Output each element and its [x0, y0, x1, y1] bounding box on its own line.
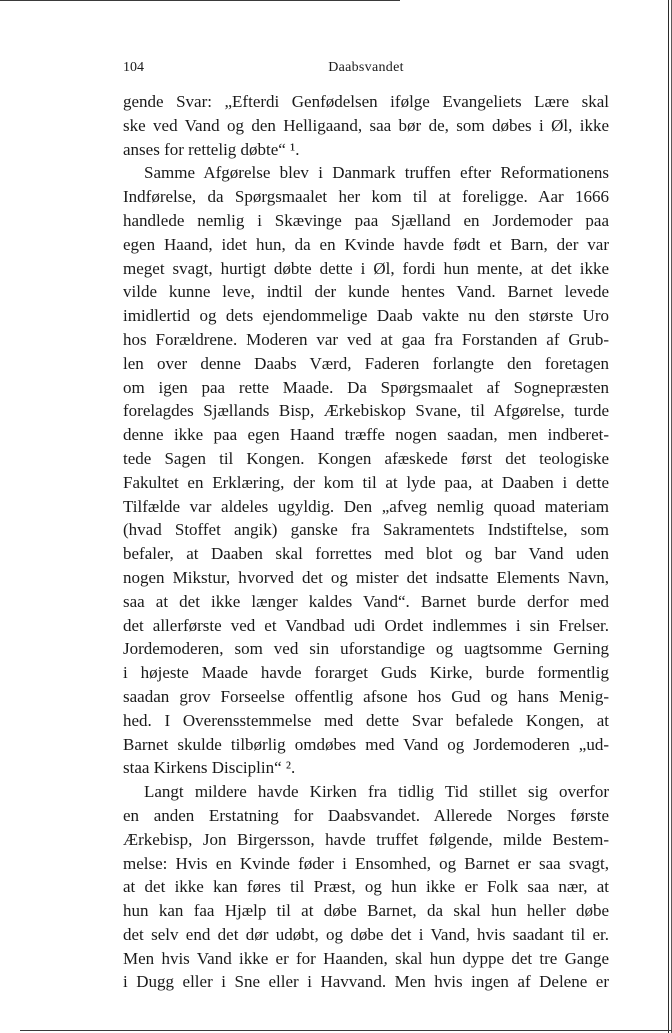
text-line: i højeste Maade havde forarget Guds Kirke, burde formentlig	[123, 663, 609, 683]
text-line: om igen paa rette Maade. Da Spørgsmaalet af Sognepræsten	[123, 377, 609, 397]
text-line: hun kan faa Hjælp til at døbe Barnet, da skal hun heller døbe	[123, 901, 609, 921]
text-line: Indførelse, da Spørgsmaalet her kom til at foreligge. Aar 1666	[123, 187, 609, 207]
text-line: ske ved Vand og den Helligaand, saa bør de, som døbes i Øl, ikke	[123, 115, 609, 135]
text-line: det selv end det dør udøbt, og døbe det i Vand, hvis saadant til er.	[123, 924, 609, 944]
text-line: befaler, at Daaben skal forrettes med blot og bar Vand uden	[123, 544, 609, 564]
scan-edge-bottom	[20, 1030, 672, 1031]
text-line: (hvad Stoffet angik) ganske fra Sakramentets Indstiftelse, som	[123, 520, 609, 540]
text-line: i Dugg eller i Sne eller i Havvand. Men hvis ingen af Delene er	[123, 972, 609, 992]
text-line: hed. I Overensstemmelse med dette Svar befalede Kongen, at	[123, 710, 609, 730]
text-line: egen Haand, idet hun, da en Kvinde havde født et Barn, der var	[123, 234, 609, 254]
text-line: gende Svar: „Efterdi Genfødelsen ifølge Evangeliets Lære skal	[123, 92, 609, 111]
text-line: at det ikke kan føres til Præst, og hun ikke er Folk saa nær, at	[123, 877, 609, 897]
text-line: melse: Hvis en Kvinde føder i Ensomhed, og Barnet er saa svagt,	[123, 853, 609, 873]
text-line: Jordemoderen, som ved sin uforstandige og uagtsomme Gerning	[123, 639, 609, 659]
text-line: tede Sagen til Kongen. Kongen afæskede først det teologiske	[123, 448, 609, 468]
text-line: Men hvis Vand ikke er for Haanden, skal hun dyppe det tre Gange	[123, 948, 609, 968]
text-line: handlede nemlig i Skævinge paa Sjælland en Jordemoder paa	[123, 210, 609, 230]
text-line: len over denne Daabs Værd, Faderen forlangte den foretagen	[123, 353, 609, 373]
text-line: nogen Mikstur, hvorved det og mister det indsatte Elements Navn,	[123, 567, 609, 587]
text-line: saadan grov Forseelse offentlig afsone hos Gud og hans Menig-	[123, 686, 609, 706]
scan-edge-right	[668, 0, 669, 1033]
text-line: Barnet skulde tilbørlig omdøbes med Vand og Jordemoderen „ud-	[123, 734, 609, 754]
text-line: Tilfælde var aldeles ugyldig. Den „afveg nemlig quoad materiam	[123, 496, 609, 516]
text-line: Samme Afgørelse blev i Danmark truffen efter Reformationens	[144, 163, 609, 183]
text-line: Fakultet en Erklæring, der kom til at lyde paa, at Daaben i dette	[123, 472, 609, 492]
body-text	[123, 90, 609, 994]
text-line: meget svagt, hurtigt døbte dette i Øl, fordi hun mente, at det ikke	[123, 258, 609, 278]
page-number: 104	[123, 60, 144, 75]
text-line: forelagdes Sjællands Bisp, Ærkebiskop Svane, til Afgørelse, turde	[123, 401, 609, 421]
text-line: Langt mildere havde Kirken fra tidlig Tid stillet sig overfor	[144, 782, 609, 802]
text-line: staa Kirkens Disciplin“ ².	[123, 758, 296, 778]
text-line: vilde kunne leve, indtil der kunde hentes Vand. Barnet levede	[123, 282, 609, 302]
text-line: hos Forældrene. Moderen var ved at gaa fra Forstanden af Grub-	[123, 329, 609, 349]
text-line: saa at det ikke længer kaldes Vand“. Barnet burde derfor med	[123, 591, 609, 611]
text-line: Ærkebisp, Jon Birgersson, havde truffet følgende, milde Bestem-	[123, 829, 609, 849]
text-line: det allerførste ved et Vandbad udi Ordet indlemmes i sin Frelser.	[123, 615, 609, 635]
text-line: en anden Erstatning for Daabsvandet. Allerede Norges første	[123, 805, 609, 825]
running-title: Daabsvandet	[328, 60, 404, 75]
scan-edge-top	[0, 0, 672, 6]
text-line: anses for rettelig døbte“ ¹.	[123, 139, 300, 159]
text-line: denne ikke paa egen Haand træffe nogen saadan, men indberet-	[123, 425, 609, 445]
running-head	[123, 60, 609, 78]
text-line: imidlertid og dets ejendommelige Daab vakte nu den største Uro	[123, 306, 609, 326]
